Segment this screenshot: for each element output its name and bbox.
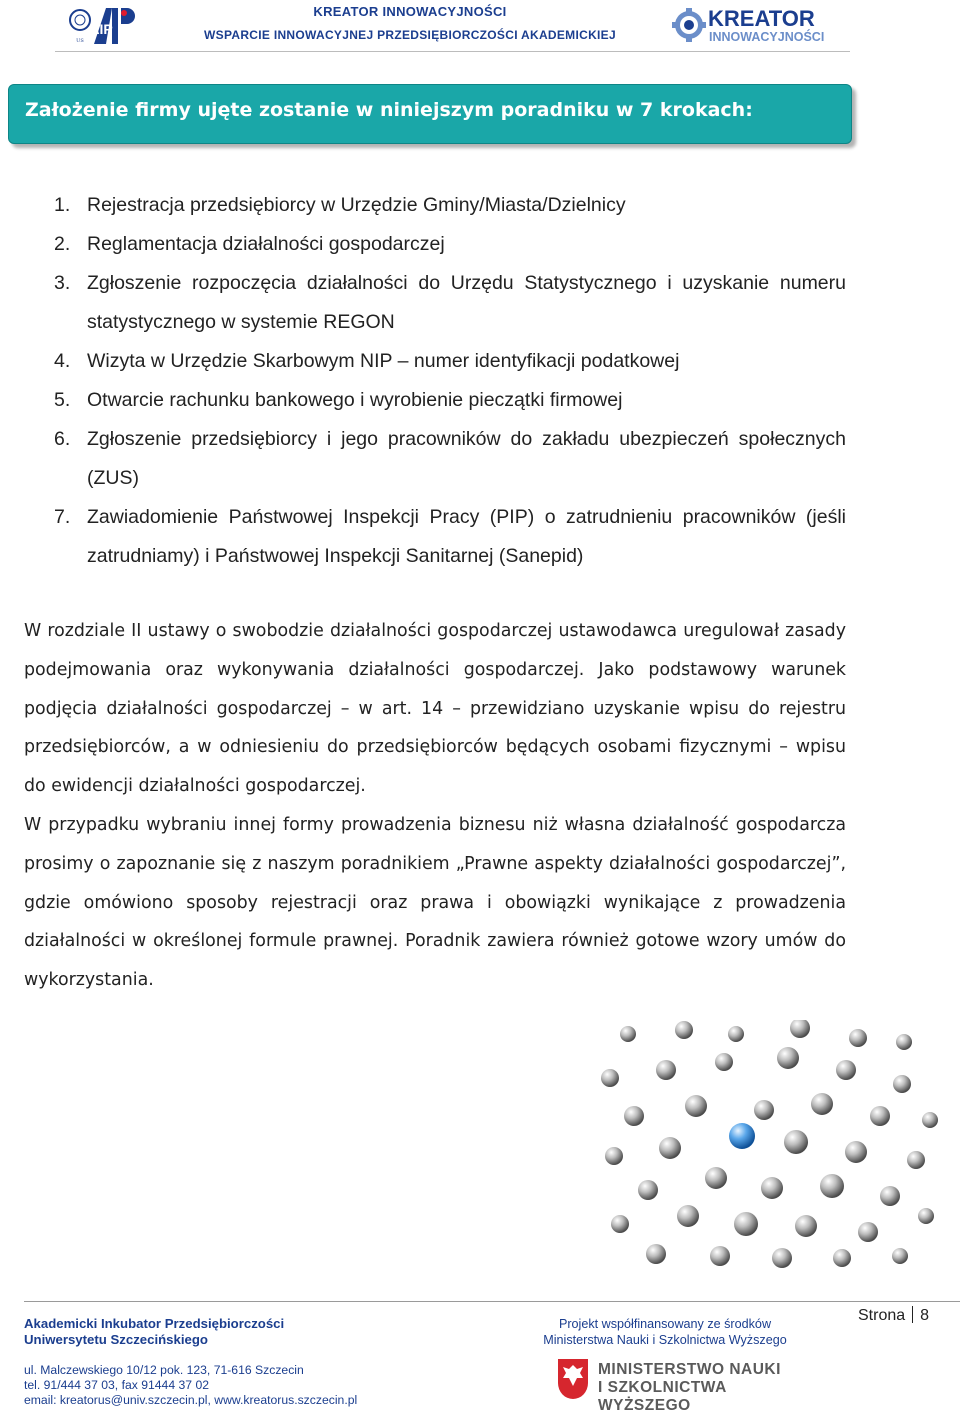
- list-item: [54, 264, 846, 342]
- spheres-illustration: [596, 1020, 946, 1270]
- grey-sphere: [833, 1249, 851, 1267]
- grey-sphere: [870, 1106, 890, 1126]
- grey-sphere: [646, 1244, 666, 1264]
- kreator-logo-word2: INNOWACYJNOŚCI: [709, 30, 825, 44]
- grey-sphere: [611, 1215, 629, 1233]
- grey-sphere: [728, 1026, 744, 1042]
- list-item: [54, 225, 846, 264]
- footer-organization: [24, 1316, 357, 1408]
- grey-sphere: [656, 1060, 676, 1080]
- ministry-logo: [556, 1357, 782, 1414]
- step-text: Zgłoszenie przedsiębiorcy i jego pracowników do zakładu ubezpieczeń społecznych (ZUS): [87, 428, 846, 489]
- step-text: Rejestracja przedsiębiorcy w Urzędzie Gminy/Miasta/Dzielnicy: [87, 194, 626, 216]
- page-separator: [912, 1306, 913, 1323]
- org-contact: email: kreatorus@univ.szczecin.pl, www.kreatorus.szczecin.pl: [24, 1393, 358, 1407]
- grey-sphere: [896, 1034, 912, 1050]
- grey-sphere: [675, 1021, 693, 1039]
- ministry-name-line1: MINISTERSTWO NAUKI: [598, 1361, 781, 1378]
- grey-sphere: [777, 1047, 799, 1069]
- grey-sphere: [772, 1248, 792, 1268]
- grey-sphere: [836, 1060, 856, 1080]
- blue-sphere: [729, 1123, 755, 1149]
- header-title: KREATOR INNOWACYJNOŚCI: [313, 4, 507, 19]
- step-number: 1.: [54, 194, 71, 216]
- cofinancing-line2: Ministerstwa Nauki i Szkolnictwa Wyższego: [543, 1333, 787, 1347]
- step-text: Otwarcie rachunku bankowego i wyrobienie pieczątki firmowej: [87, 389, 623, 411]
- grey-sphere: [705, 1167, 727, 1189]
- step-text: Reglamentacja działalności gospodarczej: [87, 233, 445, 255]
- grey-sphere: [849, 1029, 867, 1047]
- body-text: [24, 612, 846, 1000]
- step-number: 5.: [54, 389, 71, 411]
- grey-sphere: [710, 1246, 730, 1266]
- grey-sphere: [620, 1026, 636, 1042]
- grey-sphere: [845, 1141, 867, 1163]
- ministry-name-line2: I SZKOLNICTWA WYŻSZEGO: [598, 1379, 727, 1414]
- org-university: Uniwersytetu Szczecińskiego: [24, 1332, 208, 1347]
- grey-sphere: [907, 1151, 925, 1169]
- grey-sphere: [784, 1130, 808, 1154]
- step-text: Zawiadomienie Państwowej Inspekcji Pracy (PIP) o zatrudnieniu pracowników (jeśli zatrudniamy) i Państwowej Inspekcji Sanitarnej (Sanepid): [87, 506, 846, 567]
- grey-sphere: [677, 1205, 699, 1227]
- grey-sphere: [893, 1075, 911, 1093]
- eagle-emblem-icon: [556, 1357, 590, 1401]
- kreator-logo: [672, 6, 834, 44]
- step-number: 7.: [54, 506, 71, 528]
- page-label: Strona: [858, 1307, 906, 1324]
- org-name: Akademicki Inkubator Przedsiębiorczości: [24, 1316, 285, 1331]
- grey-sphere: [638, 1180, 658, 1200]
- grey-sphere: [659, 1137, 681, 1159]
- list-item: [54, 342, 846, 381]
- grey-sphere: [734, 1212, 758, 1236]
- grey-sphere: [605, 1147, 623, 1165]
- grey-sphere: [918, 1208, 934, 1224]
- header-title-block: [180, 2, 640, 42]
- kreator-logo-word1: KREATOR: [708, 6, 815, 31]
- section-banner: [8, 84, 852, 144]
- grey-sphere: [811, 1093, 833, 1115]
- grey-sphere: [880, 1186, 900, 1206]
- grey-sphere: [754, 1100, 774, 1120]
- step-number: 3.: [54, 272, 71, 294]
- grey-sphere: [624, 1106, 644, 1126]
- footer-divider: [24, 1301, 845, 1302]
- grey-sphere: [601, 1069, 619, 1087]
- grey-sphere: [858, 1222, 878, 1242]
- header-divider: [55, 51, 850, 52]
- grey-sphere: [892, 1248, 908, 1264]
- page-number-divider: [845, 1301, 960, 1302]
- grey-sphere: [761, 1177, 783, 1199]
- steps-list: [54, 186, 846, 576]
- list-item: [54, 381, 846, 420]
- grey-sphere: [820, 1174, 844, 1198]
- cofinancing-line1: Projekt współfinansowany ze środków: [558, 1317, 772, 1331]
- banner-title: Założenie firmy ujęte zostanie w niniejszym poradniku w 7 krokach:: [25, 99, 753, 121]
- step-number: 4.: [54, 350, 71, 372]
- grey-sphere: [795, 1215, 817, 1237]
- list-item: [54, 420, 846, 498]
- grey-sphere: [922, 1112, 938, 1128]
- body-paragraph: W rozdziale II ustawy o swobodzie działalności gospodarczej ustawodawca uregulował zasady podejmowania oraz wykonywania działalności gospodarczej. Jako podstawowy warunek podjęcia działalności gospodarczej – w art. 14 – przewidziano uzyskanie wpisu do rejestru przedsiębiorców, a w odniesieniu do przedsiębiorców będących osobami fizycznymi – wpisu do ewidencji działalności gospodarczej.: [24, 621, 846, 797]
- body-paragraph: W przypadku wybraniu innej formy prowadzenia biznesu niż własna działalność gospodarcza prosimy o zapoznanie się z naszym poradnikiem „Prawne aspekty działalności gospodarczej”, gdzie omówiono sposoby rejestracji oraz prawa i obowiązki wynikające z prowadzenia działalności w określonej formule prawnej. Poradnik zawiera również gotowe wzory umów do wykorzystania.: [24, 814, 846, 991]
- list-item: [54, 186, 846, 225]
- cofinancing-note: [530, 1316, 800, 1348]
- step-text: Wizyta w Urzędzie Skarbowym NIP – numer identyfikacji podatkowej: [87, 350, 680, 372]
- grey-sphere: [715, 1053, 733, 1071]
- page-number: [858, 1306, 929, 1325]
- header-subtitle: WSPARCIE INNOWACYJNEJ PRZEDSIĘBIORCZOŚCI AKADEMICKIEJ: [204, 28, 616, 42]
- grey-sphere: [790, 1020, 810, 1038]
- step-text: Zgłoszenie rozpoczęcia działalności do Urzędu Statystycznego i uzyskanie numeru statystycznego w systemie REGON: [87, 272, 846, 333]
- svg-text:US: US: [76, 38, 84, 44]
- aip-logo-text: AIP: [89, 21, 113, 37]
- step-number: 6.: [54, 428, 71, 450]
- grey-sphere: [685, 1095, 707, 1117]
- org-address: ul. Malczewskiego 10/12 pok. 123, 71-616 Szczecin: [24, 1363, 304, 1377]
- step-number: 2.: [54, 233, 71, 255]
- list-item: [54, 498, 846, 576]
- org-phone: tel. 91/444 37 03, fax 91444 37 02: [24, 1378, 209, 1392]
- aip-logo: [66, 4, 136, 46]
- page-number-value: 8: [920, 1307, 930, 1324]
